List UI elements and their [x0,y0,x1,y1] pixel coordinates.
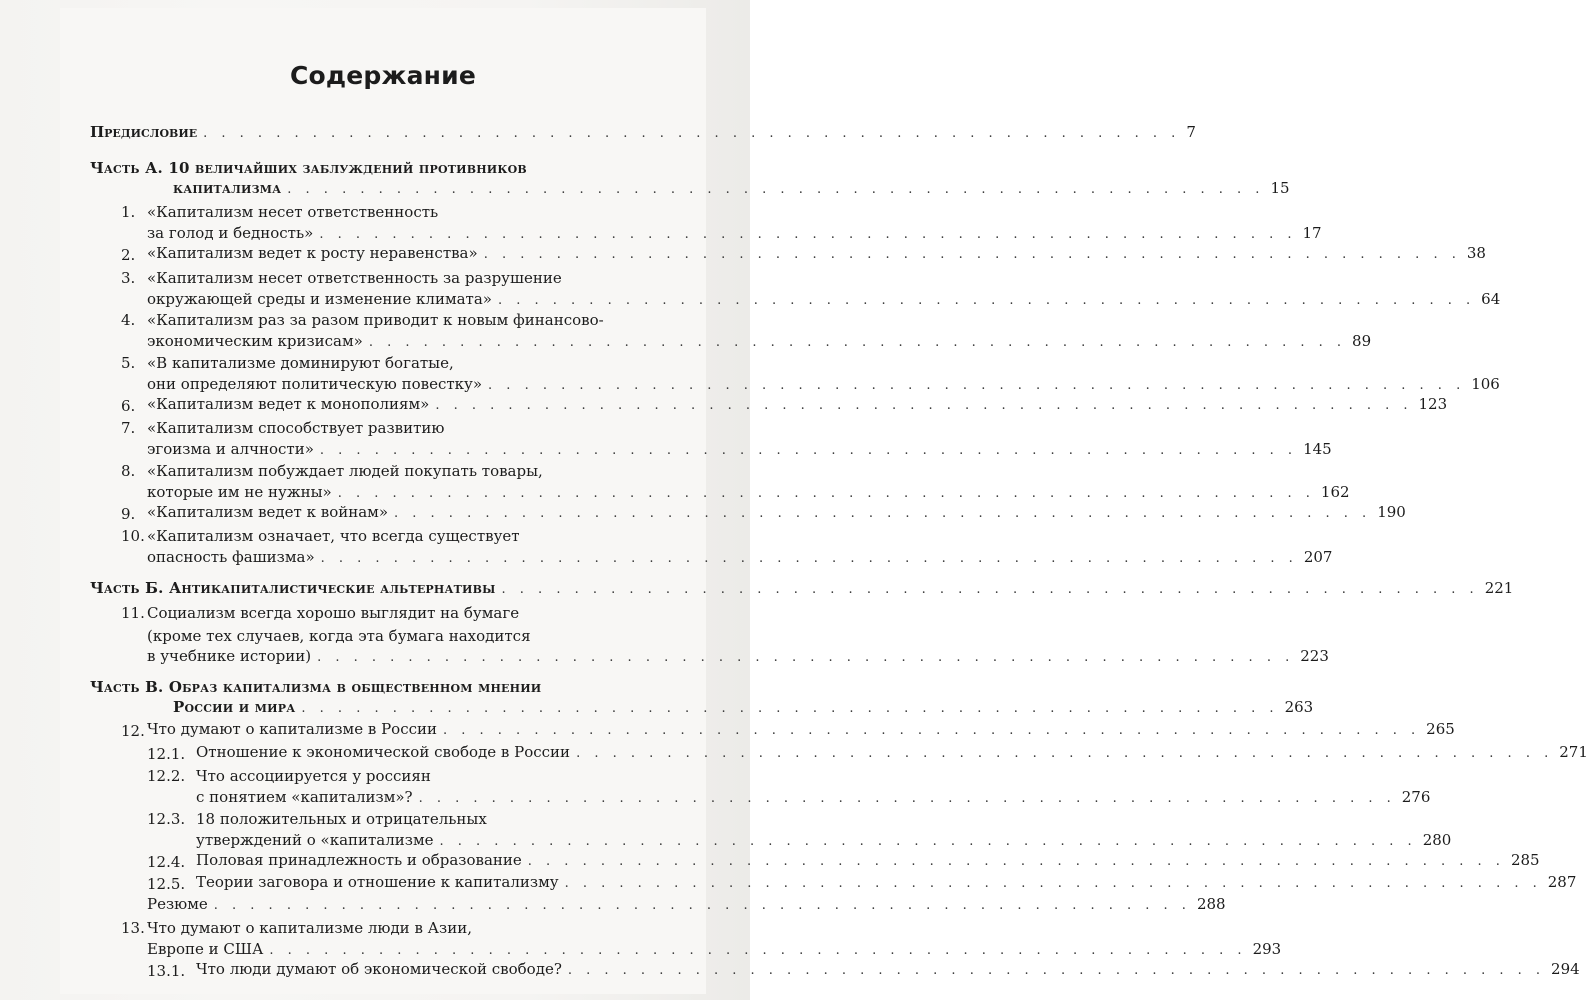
section-c6-line1-row [196,873,1577,895]
section-c8-line2-row [147,939,1282,962]
section-c8-line2-text: Европе и США [147,939,264,958]
chapter-8-line1-text: «Капитализм побуждает людей покупать товары, [147,462,543,480]
section-c3-line2-row [196,787,1431,810]
page-number: 263 [1284,698,1314,716]
page-number: 207 [1303,547,1333,566]
part-a-heading-text: Часть А. 10 величайших заблуждений противников [90,159,527,177]
entry-number: 7. [121,419,136,437]
dot-leader: . . . . . . . . . . . . . . . . . . . . . . . . . . . . . . . . . . . . . . . . . . . . . . . . . . . . . . [501,582,1479,597]
entry-number: 12.5. [147,875,186,893]
part-c-heading-text: Часть В. Образ капитализма в общественном мнении [90,678,542,696]
dot-leader: . . . . . . . . . . . . . . . . . . . . . . . . . . . . . . . . . . . . . . . . . . . . . . . . . . . . . . [320,550,1298,566]
section-c4-line2-text: утверждений о «капитализме [196,830,434,849]
page-number: 15 [1270,179,1290,197]
entry-number: 10. [121,527,145,545]
page-number: 276 [1401,787,1431,806]
entry-number: 6. [121,397,136,415]
part-a-heading-cont-text: капитализма [173,179,282,197]
page-number: 221 [1484,579,1514,597]
page-title: Содержание [289,61,477,90]
dot-leader: . . . . . . . . . . . . . . . . . . . . . . . . . . . . . . . . . . . . . . . . . . . . . . . . . . . . . . [203,126,1181,141]
page-number: 145 [1303,439,1332,458]
entry-number: 8. [121,462,136,480]
entry-number: 11. [121,604,145,622]
section-c4-line1-text: 18 положительных и отрицательных [196,810,487,828]
dot-leader: . . . . . . . . . . . . . . . . . . . . . . . . . . . . . . . . . . . . . . . . . . . . . . . . . . . . . . [213,898,1191,913]
chapter-1-line2-row [147,223,1322,246]
chapter-7-line1-text: «Капитализм способствует развитию [147,419,445,437]
page-sheet [60,8,1588,994]
dot-leader: . . . . . . . . . . . . . . . . . . . . . . . . . . . . . . . . . . . . . . . . . . . . . . . . . . . . . . [418,790,1396,806]
entry-number: 12.2. [147,767,186,785]
page-number: 293 [1252,939,1282,958]
chapter-1-line1-text: «Капитализм несет ответственность [147,203,439,221]
chapter-9-line1-text: «Капитализм ведет к войнам» [147,503,389,521]
section-c2-line1-row [196,743,1588,765]
dot-leader: . . . . . . . . . . . . . . . . . . . . . . . . . . . . . . . . . . . . . . . . . . . . . . . . . . . . . . [394,506,1372,521]
page-number: 288 [1196,895,1226,913]
dot-leader: . . . . . . . . . . . . . . . . . . . . . . . . . . . . . . . . . . . . . . . . . . . . . . . . . . . . . . [319,226,1297,242]
chapter-6-line1-row [147,395,1448,417]
chapter-7-line2-text: эгоизма и алчности» [147,439,314,458]
section-c9-line1-row [196,960,1580,982]
section-c5-line1-row [196,851,1540,873]
section-c6-line1-text: Теории заговора и отношение к капитализму [196,873,559,891]
page-number: 38 [1466,244,1486,262]
dot-leader: . . . . . . . . . . . . . . . . . . . . . . . . . . . . . . . . . . . . . . . . . . . . . . . . . . . . . . [287,182,1265,197]
dot-leader: . . . . . . . . . . . . . . . . . . . . . . . . . . . . . . . . . . . . . . . . . . . . . . . . . . . . . . [497,292,1476,308]
section-c4-line2-row [196,830,1452,853]
section-c3-line1-text: Что ассоциируется у россиян [196,767,431,785]
dot-leader: . . . . . . . . . . . . . . . . . . . . . . . . . . . . . . . . . . . . . . . . . . . . . . . . . . . . . . [301,701,1279,716]
part-a-heading-cont-row [173,179,1290,201]
chapter-11-line3-text: в учебнике истории) [147,647,312,665]
entry-number: 12.4. [147,853,186,871]
dot-leader: . . . . . . . . . . . . . . . . . . . . . . . . . . . . . . . . . . . . . . . . . . . . . . . . . . . . . . [337,485,1315,501]
chapter-11-line3-row [147,647,1329,669]
section-c9-line1-text: Что люди думают об экономической свободе? [196,960,562,978]
chapter-7-line2-row [147,439,1332,462]
entry-number: 5. [121,354,136,372]
chapter-10-line2-text: опасность фашизма» [147,547,315,566]
section-c7-line1-row [147,895,1226,917]
dot-leader: . . . . . . . . . . . . . . . . . . . . . . . . . . . . . . . . . . . . . . . . . . . . . . . . . . . . . . [488,377,1466,393]
chapter-10-line2-row [147,547,1333,570]
entry-number: 13.1. [147,962,186,980]
chapter-8-line2-text: которые им не нужны» [147,482,332,501]
section-c2-line1-text: Отношение к экономической свободе в России [196,743,571,761]
dot-leader: . . . . . . . . . . . . . . . . . . . . . . . . . . . . . . . . . . . . . . . . . . . . . . . . . . . . . . [368,334,1347,350]
part-c-heading-cont-row [173,698,1314,720]
chapter-9-line1-row [147,503,1406,525]
chapter-2-line1-row [147,244,1486,266]
page-number: 190 [1377,503,1406,521]
page-number: 271 [1559,743,1588,761]
entry-number: 2. [121,246,136,264]
chapter-2-line1-text: «Капитализм ведет к росту неравенства» [147,244,478,262]
chapter-11-line1-text: Социализм всегда хорошо выглядит на бумаге [147,604,520,622]
page-number: 223 [1300,647,1329,665]
page-number: 280 [1422,830,1452,849]
entry-number: 12.1. [147,745,186,763]
chapter-4-line2-row [147,331,1372,354]
entry-number: 9. [121,505,136,523]
entry-number: 12. [121,722,145,740]
entry-number: 3. [121,269,136,287]
chapter-11-line2-text: (кроме тех случаев, когда эта бумага находится [147,626,531,645]
entry-number: 4. [121,311,136,329]
chapter-8-line2-row [147,482,1350,505]
part-b-heading-row [90,579,1514,601]
dot-leader: . . . . . . . . . . . . . . . . . . . . . . . . . . . . . . . . . . . . . . . . . . . . . . . . . . . . . . [567,963,1546,978]
dot-leader: . . . . . . . . . . . . . . . . . . . . . . . . . . . . . . . . . . . . . . . . . . . . . . . . . . . . . . [435,398,1413,413]
entry-number: 12.3. [147,810,186,828]
chapter-5-line2-text: они определяют политическую повестку» [147,374,483,393]
dot-leader: . . . . . . . . . . . . . . . . . . . . . . . . . . . . . . . . . . . . . . . . . . . . . . . . . . . . . . [317,650,1295,665]
page-number: 17 [1302,223,1322,242]
dot-leader: . . . . . . . . . . . . . . . . . . . . . . . . . . . . . . . . . . . . . . . . . . . . . . . . . . . . . . [564,876,1542,891]
page-number: 123 [1418,395,1448,413]
entry-number: 13. [121,919,145,937]
chapter-4-line2-text: экономическим кризисам» [147,331,363,350]
page-number: 162 [1320,482,1350,501]
dot-leader: . . . . . . . . . . . . . . . . . . . . . . . . . . . . . . . . . . . . . . . . . . . . . . . . . . . . . . [576,746,1554,761]
section-c1-line1-text: Что думают о капитализме в России [147,720,437,738]
entry-number: 1. [121,203,136,221]
page-number: 265 [1426,720,1455,738]
chapter-4-line1-text: «Капитализм раз за разом приводит к новым финансово- [147,311,604,329]
dot-leader: . . . . . . . . . . . . . . . . . . . . . . . . . . . . . . . . . . . . . . . . . . . . . . . . . . . . . . [527,854,1505,869]
section-c3-line2-text: с понятием «капитализм»? [196,787,413,806]
page-number: 7 [1186,123,1196,141]
page-number: 294 [1551,960,1580,978]
chapter-5-line2-row [147,374,1500,397]
dot-leader: . . . . . . . . . . . . . . . . . . . . . . . . . . . . . . . . . . . . . . . . . . . . . . . . . . . . . . [439,833,1417,849]
chapter-1-line2-text: за голод и бедность» [147,223,314,242]
chapter-10-line1-text: «Капитализм означает, что всегда существует [147,527,520,545]
page-number: 106 [1471,374,1500,393]
part-b-heading-text: Часть Б. Антикапиталистические альтернативы [90,579,496,597]
dot-leader: . . . . . . . . . . . . . . . . . . . . . . . . . . . . . . . . . . . . . . . . . . . . . . . . . . . . . . [443,723,1421,738]
chapter-3-line1-text: «Капитализм несет ответственность за разрушение [147,269,562,287]
section-c7-line1-text: Резюме [147,895,208,913]
section-c8-line1-text: Что думают о капитализме люди в Азии, [147,919,472,937]
chapter-5-line1-text: «В капитализме доминируют богатые, [147,354,454,372]
page-number: 285 [1510,851,1540,869]
page-number: 287 [1547,873,1577,891]
part-c-heading-cont-text: России и мира [173,698,296,716]
chapter-6-line1-text: «Капитализм ведет к монополиям» [147,395,430,413]
dot-leader: . . . . . . . . . . . . . . . . . . . . . . . . . . . . . . . . . . . . . . . . . . . . . . . . . . . . . . [319,442,1298,458]
page-number: 64 [1481,289,1501,308]
chapter-3-line2-text: окружающей среды и изменение климата» [147,289,492,308]
section-c1-line1-row [147,720,1455,742]
preface-text: Предисловие [90,123,198,141]
preface-row [90,123,1196,145]
section-c5-line1-text: Половая принадлежность и образование [196,851,522,869]
dot-leader: . . . . . . . . . . . . . . . . . . . . . . . . . . . . . . . . . . . . . . . . . . . . . . . . . . . . . . [269,942,1247,958]
page-number: 89 [1352,331,1372,350]
dot-leader: . . . . . . . . . . . . . . . . . . . . . . . . . . . . . . . . . . . . . . . . . . . . . . . . . . . . . . [483,247,1461,262]
